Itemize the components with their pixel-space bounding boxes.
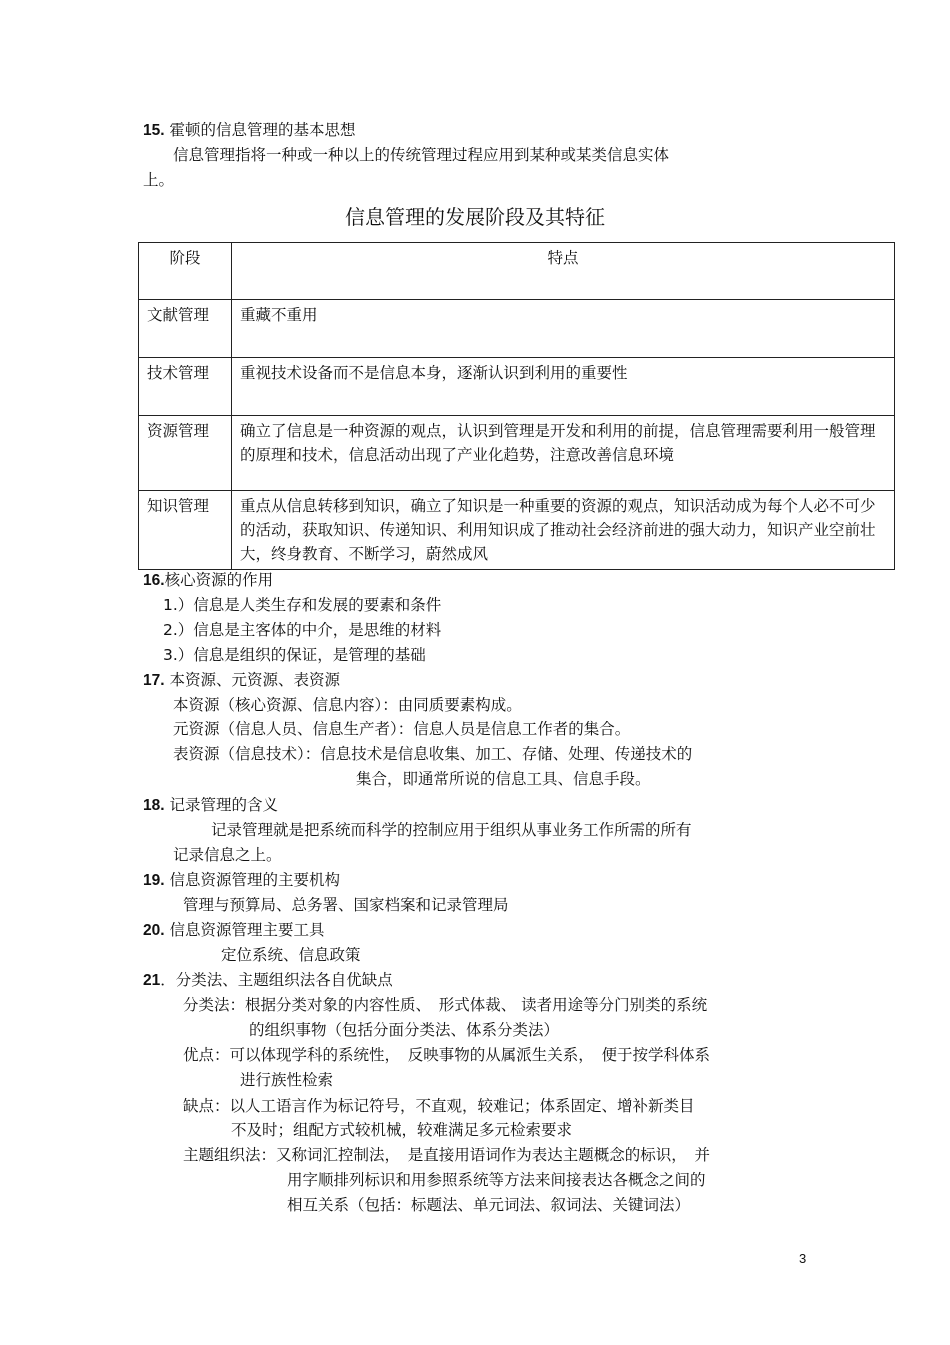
section-18-heading <box>143 795 278 816</box>
section-21-line-5: 缺点：以人工语言作为标记符号，不直观，较难记；体系固定、增补新类目 <box>183 1097 695 1115</box>
section-18-body-line-1: 记录管理就是把系统而科学的控制应用于组织从事业务工作所需的所有 <box>211 821 692 839</box>
section-number: 20. <box>143 922 165 939</box>
section-21-line-2: 的组织事物（包括分面分类法、体系分类法） <box>249 1021 560 1039</box>
section-17-line-3: 表资源（信息技术）：信息技术是信息收集、加工、存储、处理、传递技术的 <box>173 745 693 763</box>
section-title: 霍顿的信息管理的基本思想 <box>169 121 356 139</box>
list-item: 3.）信息是组织的保证，是管理的基础 <box>163 646 426 664</box>
section-20-heading <box>143 920 325 941</box>
stages-table <box>138 242 895 570</box>
section-number: 17. <box>143 672 165 689</box>
header-feature: 特点 <box>232 243 895 300</box>
section-15-body-line-1: 信息管理指将一种或一种以上的传统管理过程应用到某种或某类信息实体 <box>173 146 670 164</box>
section-16-heading <box>143 570 273 591</box>
section-19-body: 管理与预算局、总务署、国家档案和记录管理局 <box>183 896 509 914</box>
section-21-line-1: 分类法：根据分类对象的内容性质、 形式体裁、 读者用途等分门别类的系统 <box>183 996 708 1014</box>
table-title: 信息管理的发展阶段及其特征 <box>345 205 605 229</box>
feature-cell: 重点从信息转移到知识，确立了知识是一种重要的资源的观点，知识活动成为每个人必不可少的活动，获取知识、传递知识、利用知识成了推动社会经济前进的强大动力，知识产业空前壮大，终身教育、不断学习，蔚然成风 <box>232 491 895 570</box>
section-21-line-7: 主题组织法：又称词汇控制法， 是直接用语词作为表达主题概念的标识， 并 <box>183 1146 711 1164</box>
feature-cell: 重视技术设备而不是信息本身，逐渐认识到利用的重要性 <box>232 358 895 416</box>
section-17-line-2: 元资源（信息人员、信息生产者）：信息人员是信息工作者的集合。 <box>173 720 631 738</box>
section-number: 18. <box>143 797 165 814</box>
stage-cell: 技术管理 <box>139 358 232 416</box>
section-number: 19. <box>143 872 165 889</box>
section-21-line-3: 优点：可以体现学科的系统性， 反映事物的从属派生关系， 便于按学科体系 <box>183 1046 711 1064</box>
table-row <box>139 358 895 416</box>
header-stage: 阶段 <box>139 243 232 300</box>
section-17-line-1: 本资源（核心资源、信息内容）：由同质要素构成。 <box>173 696 522 714</box>
section-title: 信息资源管理的主要机构 <box>169 871 341 889</box>
section-number: 21 <box>143 972 161 989</box>
section-21-line-9: 相互关系（包括：标题法、单元词法、叙词法、关键词法） <box>287 1196 691 1214</box>
stage-cell: 文献管理 <box>139 300 232 358</box>
section-19-heading <box>143 870 340 891</box>
section-title: 核心资源的作用 <box>164 571 274 589</box>
section-number: 15. <box>143 122 165 139</box>
stage-cell: 知识管理 <box>139 491 232 570</box>
list-item: 1.）信息是人类生存和发展的要素和条件 <box>163 596 442 614</box>
list-item: 2.）信息是主客体的中介，是思维的材料 <box>163 621 442 639</box>
page-number: 3 <box>799 1251 807 1266</box>
feature-cell: 重藏不重用 <box>232 300 895 358</box>
section-title: 本资源、元资源、表资源 <box>169 671 341 689</box>
section-21-line-4: 进行族性检索 <box>240 1071 334 1089</box>
section-15-heading <box>143 120 356 141</box>
section-title: ．分类法、主题组织法各自优缺点 <box>160 971 393 989</box>
section-21-line-6: 不及时；组配方式较机械，较难满足多元检索要求 <box>231 1121 573 1139</box>
stage-cell: 资源管理 <box>139 416 232 491</box>
section-17-line-4: 集合，即通常所说的信息工具、信息手段。 <box>356 770 651 788</box>
table-row <box>139 300 895 358</box>
section-title: 信息资源管理主要工具 <box>169 921 325 939</box>
table-row <box>139 416 895 491</box>
section-20-body: 定位系统、信息政策 <box>221 946 361 964</box>
section-21-line-8: 用字顺排列标识和用参照系统等方法来间接表达各概念之间的 <box>287 1171 706 1189</box>
section-title: 记录管理的含义 <box>169 796 279 814</box>
section-17-heading <box>143 670 340 691</box>
section-21-heading <box>143 970 393 991</box>
section-number: 16. <box>143 572 165 589</box>
table-header-row <box>139 243 895 300</box>
section-15-body-line-2: 上。 <box>143 171 175 189</box>
feature-cell: 确立了信息是一种资源的观点，认识到管理是开发和利用的前提，信息管理需要利用一般管理的原理和技术，信息活动出现了产业化趋势，注意改善信息环境 <box>232 416 895 491</box>
table-row <box>139 491 895 570</box>
section-18-body-line-2: 记录信息之上。 <box>173 846 282 864</box>
